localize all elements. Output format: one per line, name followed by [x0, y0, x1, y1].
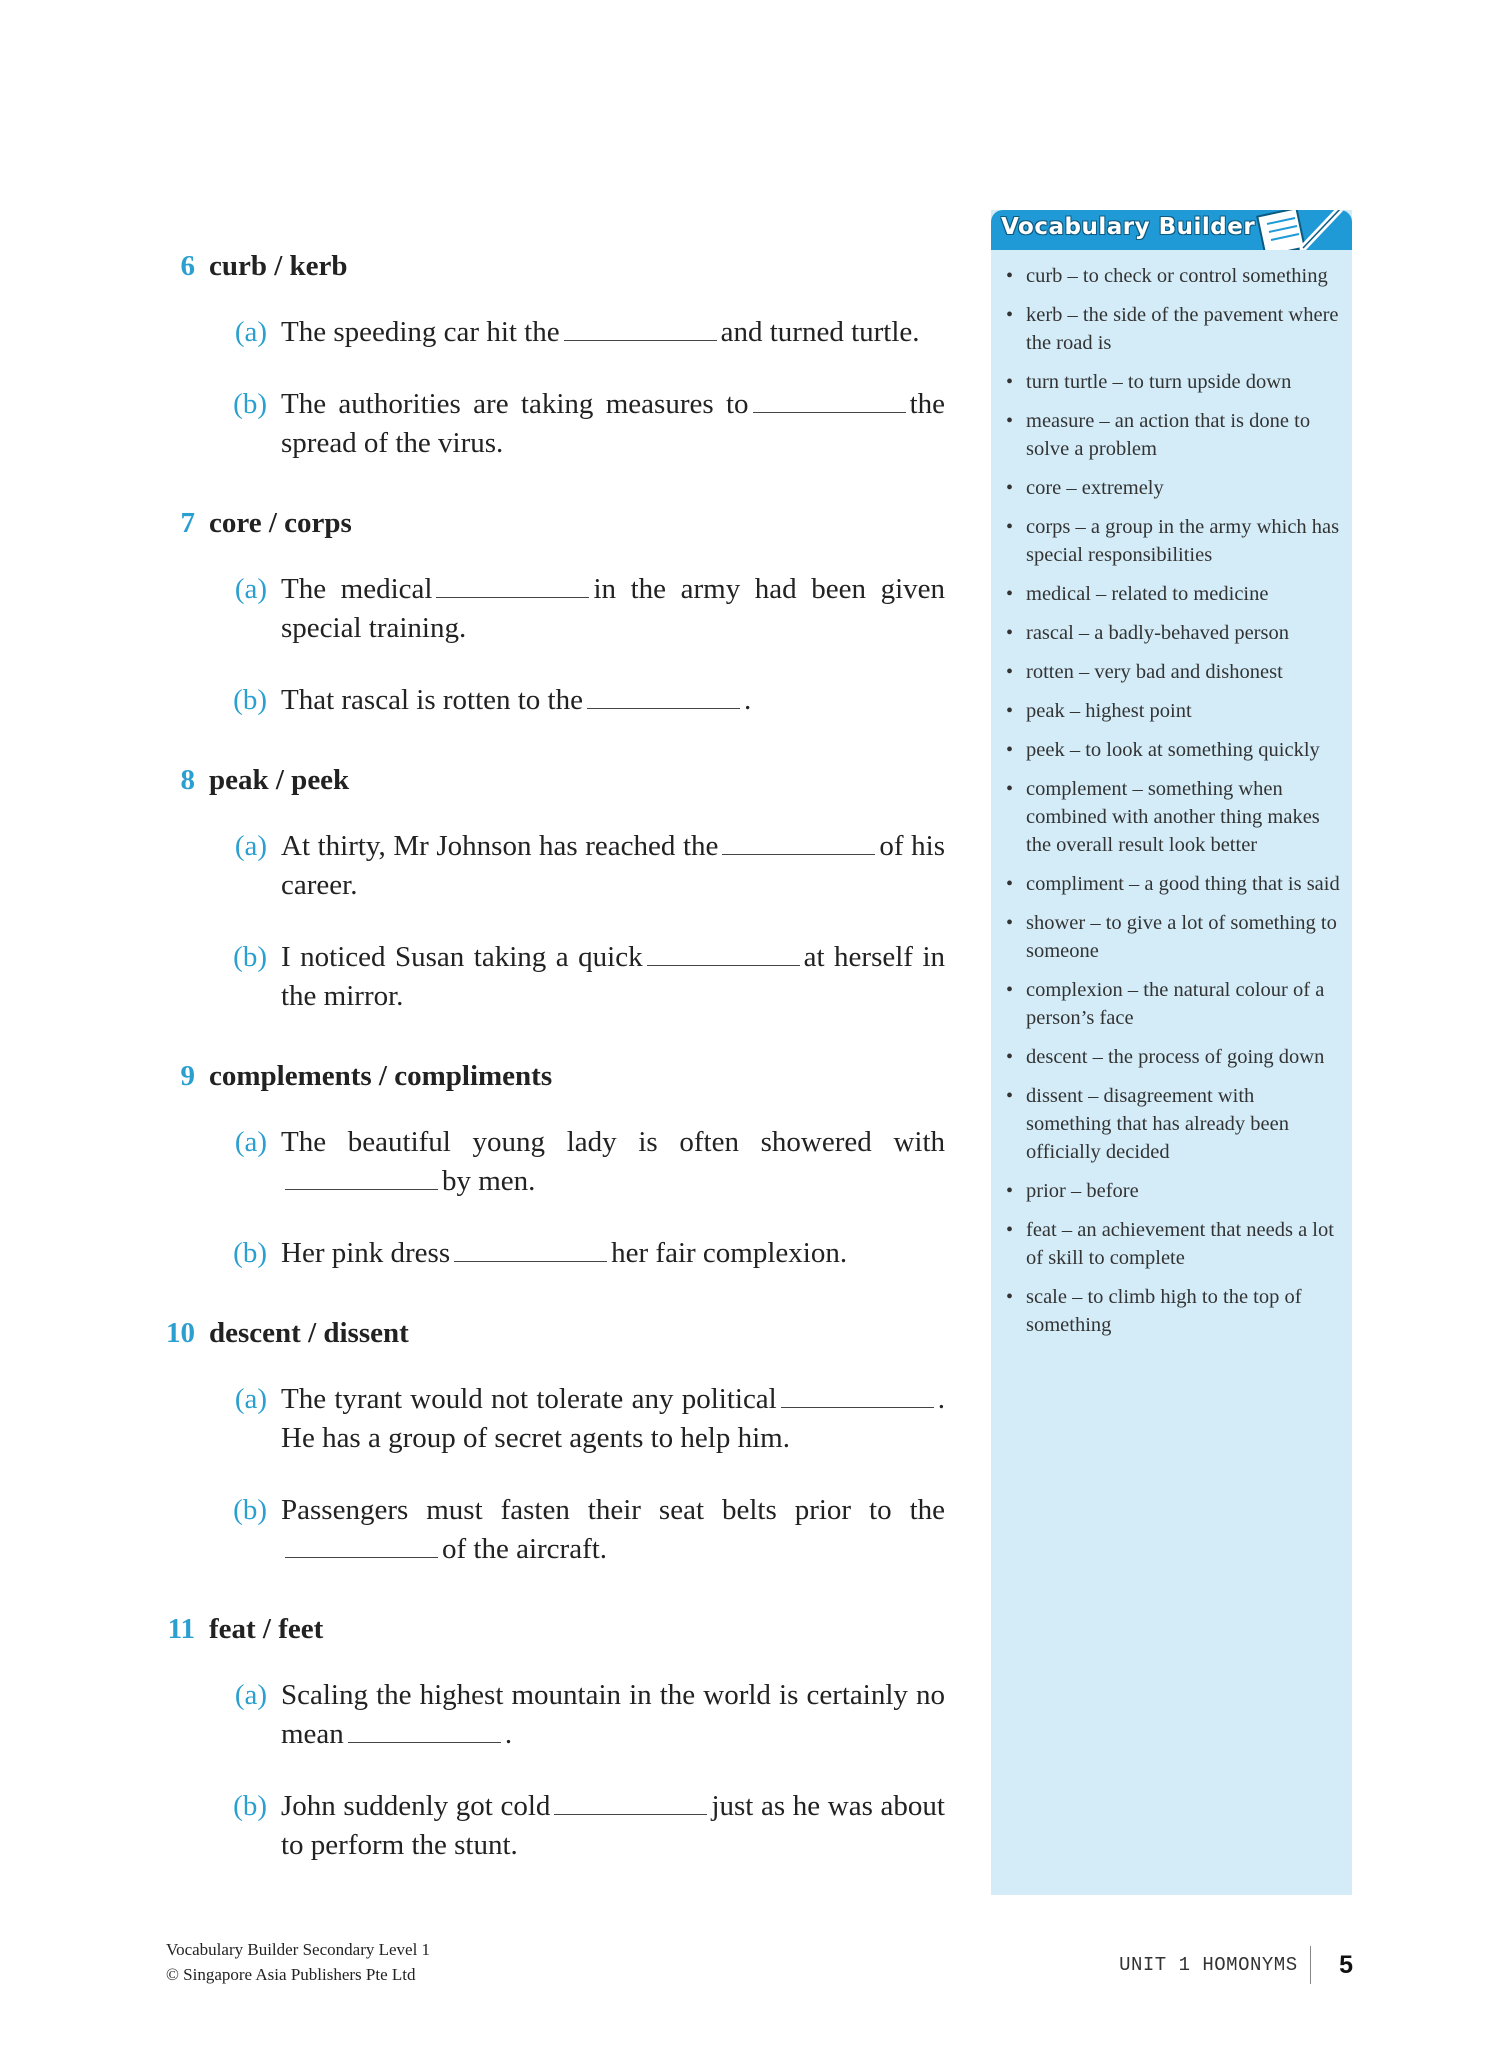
- item-label: (b): [233, 941, 267, 973]
- question-words: feat / feet: [209, 1613, 324, 1645]
- item-label: (b): [233, 1237, 267, 1269]
- item-label: (a): [234, 316, 267, 348]
- item-text-pre: Passengers must fasten their seat belts prior to the: [281, 1494, 945, 1526]
- exercise-section: [165, 250, 945, 1909]
- vocabulary-entry: • dissent – disagreement with something that has already been officially decided: [1006, 1082, 1341, 1166]
- question-item: [165, 385, 945, 463]
- item-text-post: the spread of the virus.: [281, 388, 945, 459]
- item-text-pre: The speeding car hit the: [281, 316, 560, 348]
- item-label: (b): [233, 1790, 267, 1822]
- answer-blank[interactable]: [722, 830, 875, 855]
- item-text-post: at herself in the mirror.: [281, 941, 946, 1012]
- question-item: [165, 1380, 945, 1458]
- item-text-post: by men.: [442, 1165, 536, 1197]
- vocabulary-entry: • measure – an action that is done to solve a problem: [1006, 407, 1341, 463]
- question-item: [165, 570, 945, 648]
- question-6: [165, 250, 945, 463]
- question-number: 7: [180, 507, 195, 539]
- answer-blank[interactable]: [285, 1165, 438, 1190]
- question-number: 9: [180, 1060, 195, 1092]
- question-number: 6: [180, 250, 195, 282]
- unit-title: UNIT 1 HOMONYMS: [1119, 1954, 1298, 1976]
- question-7: [165, 507, 945, 720]
- item-text-post: of his career.: [281, 830, 945, 901]
- item-label: (a): [234, 1679, 267, 1711]
- item-text-pre: Her pink dress: [281, 1237, 451, 1269]
- question-item: [165, 1123, 945, 1201]
- item-text-post: her fair complexion.: [611, 1237, 848, 1269]
- question-item: [165, 681, 945, 720]
- answer-blank[interactable]: [753, 388, 906, 413]
- vocabulary-entry: • kerb – the side of the pavement where the road is: [1006, 301, 1341, 357]
- item-text-pre: Scaling the highest mountain in the world is certainly no mean: [281, 1679, 945, 1750]
- vocabulary-entry: • medical – related to medicine: [1006, 580, 1341, 608]
- vocabulary-entry: • corps – a group in the army which has special responsibilities: [1006, 513, 1341, 569]
- question-10: [165, 1317, 945, 1569]
- footer-credits: [166, 1937, 430, 1987]
- item-text-post: in the army had been given special training.: [281, 573, 946, 644]
- question-words: complements / compliments: [209, 1060, 553, 1092]
- vocabulary-entry: • shower – to give a lot of something to someone: [1006, 909, 1341, 965]
- item-text-pre: That rascal is rotten to the: [281, 684, 583, 716]
- vocabulary-entry: • compliment – a good thing that is said: [1006, 870, 1341, 898]
- copyright-text: © Singapore Asia Publishers Pte Ltd: [166, 1965, 416, 1984]
- item-text-pre: John suddenly got cold: [281, 1790, 551, 1822]
- question-number: 11: [167, 1613, 195, 1645]
- item-text-post: just as he was about to perform the stunt.: [281, 1790, 945, 1861]
- item-text-pre: At thirty, Mr Johnson has reached the: [281, 830, 719, 862]
- item-text-post: and turned turtle.: [720, 316, 920, 348]
- vocabulary-entry: • complexion – the natural colour of a person’s face: [1006, 976, 1341, 1032]
- vocabulary-entry: • descent – the process of going down: [1006, 1043, 1341, 1071]
- vocabulary-entry: • curb – to check or control something: [1006, 262, 1341, 290]
- answer-blank[interactable]: [781, 1383, 934, 1408]
- answer-blank[interactable]: [587, 684, 740, 709]
- question-words: descent / dissent: [209, 1317, 409, 1349]
- question-item: [165, 313, 945, 352]
- item-label: (b): [233, 684, 267, 716]
- question-words: core / corps: [209, 507, 352, 539]
- vocabulary-builder-title: Vocabulary Builder: [1001, 214, 1256, 240]
- page-footer: [1119, 1946, 1353, 1984]
- answer-blank[interactable]: [348, 1718, 501, 1743]
- answer-blank[interactable]: [454, 1237, 607, 1262]
- vocabulary-builder-panel: [991, 210, 1352, 1895]
- item-text-post: of the aircraft.: [442, 1533, 608, 1565]
- answer-blank[interactable]: [564, 316, 717, 341]
- item-text-pre: The beautiful young lady is often showered with: [281, 1126, 945, 1158]
- vocabulary-entry: • peek – to look at something quickly: [1006, 736, 1341, 764]
- answer-blank[interactable]: [554, 1790, 707, 1815]
- page-number: 5: [1339, 1950, 1353, 1979]
- item-text-post: . He has a group of secret agents to help him.: [281, 1383, 945, 1454]
- vocabulary-entry: • rascal – a badly-behaved person: [1006, 619, 1341, 647]
- question-item: [165, 1676, 945, 1754]
- vocabulary-entry: • peak – highest point: [1006, 697, 1341, 725]
- item-text-post: .: [743, 684, 752, 716]
- item-label: (a): [234, 1383, 267, 1415]
- question-item: [165, 1787, 945, 1865]
- question-words: peak / peek: [209, 764, 350, 796]
- question-item: [165, 1491, 945, 1569]
- notepad-pencil-icon: [1241, 210, 1351, 250]
- item-text-post: .: [504, 1718, 513, 1750]
- answer-blank[interactable]: [285, 1533, 438, 1558]
- item-label: (b): [233, 388, 267, 420]
- item-text-pre: The tyrant would not tolerate any political: [281, 1383, 777, 1415]
- answer-blank[interactable]: [436, 573, 589, 598]
- vocabulary-entry: • core – extremely: [1006, 474, 1341, 502]
- book-title: Vocabulary Builder Secondary Level 1: [166, 1940, 431, 1959]
- item-text-pre: The medical: [281, 573, 433, 605]
- answer-blank[interactable]: [647, 941, 800, 966]
- vocabulary-entry: • feat – an achievement that needs a lot of skill to complete: [1006, 1216, 1341, 1272]
- vocabulary-entry: • turn turtle – to turn upside down: [1006, 368, 1341, 396]
- item-label: (b): [233, 1494, 267, 1526]
- question-item: [165, 938, 945, 1016]
- question-number: 8: [180, 764, 195, 796]
- vocabulary-list: [1006, 262, 1341, 1350]
- item-label: (a): [234, 1126, 267, 1158]
- question-9: [165, 1060, 945, 1273]
- question-8: [165, 764, 945, 1016]
- vocabulary-entry: • prior – before: [1006, 1177, 1341, 1205]
- vocabulary-builder-header: [991, 210, 1352, 250]
- question-11: [165, 1613, 945, 1865]
- vocabulary-entry: • complement – something when combined with another thing makes the overall result look better: [1006, 775, 1341, 859]
- item-label: (a): [234, 573, 267, 605]
- question-number: 10: [166, 1317, 195, 1349]
- question-words: curb / kerb: [209, 250, 348, 282]
- item-text-pre: I noticed Susan taking a quick: [281, 941, 643, 973]
- vocabulary-entry: • rotten – very bad and dishonest: [1006, 658, 1341, 686]
- vocabulary-entry: • scale – to climb high to the top of something: [1006, 1283, 1341, 1339]
- question-item: [165, 1234, 945, 1273]
- footer-divider: [1310, 1946, 1312, 1984]
- question-item: [165, 827, 945, 905]
- item-label: (a): [234, 830, 267, 862]
- item-text-pre: The authorities are taking measures to: [281, 388, 749, 420]
